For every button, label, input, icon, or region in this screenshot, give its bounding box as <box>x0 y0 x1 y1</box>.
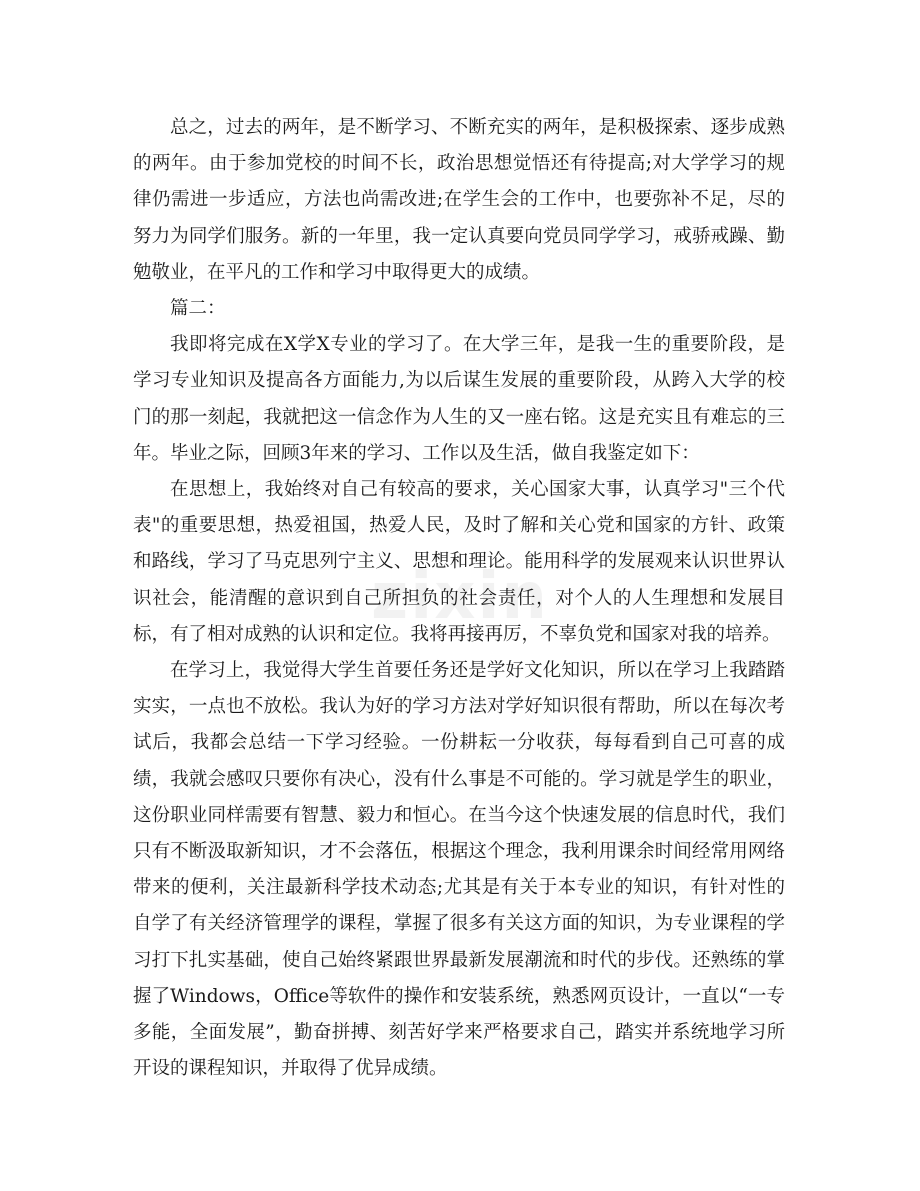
document-body <box>133 110 785 1087</box>
paragraph-study: 在学习上，我觉得大学生首要任务还是学好文化知识，所以在学习上我踏踏实实，一点也不放松。我认为好的学习方法对学好知识很有帮助，所以在每次考试后，我都会总结一下学习经验。一份耕耘一分收获，每每看到自己可喜的成绩，我就会感叹只要你有决心，没有什么事是不可能的。学习就是学生的职业，这份职业同样需要有智慧、毅力和恒心。在当今这个快速发展的信息时代，我们只有不断汲取新知识，才不会落伍，根据这个理念，我利用课余时间经常用网络带来的便利，关注最新科学技术动态;尤其是有关于本专业的知识，有针对性的自学了有关经济管理学的课程，掌握了很多有关这方面的知识，为专业课程的学习打下扎实基础，使自己始终紧跟世界最新发展潮流和时代的步伐。还熟练的掌握了Windows，Office等软件的操作和安装系统，熟悉网页设计，一直以“一专多能，全面发展”，勤奋拼搏、刻苦好学来严格要求自己，踏实并系统地学习所开设的课程知识，并取得了优异成绩。 <box>133 660 785 1080</box>
paragraph-summary: 总之，过去的两年，是不断学习、不断充实的两年，是积极探索、逐步成熟的两年。由于参加党校的时间不长，政治思想觉悟还有待提高;对大学学习的规律仍需进一步适应，方法也尚需改进;在学生会的工作中，也要弥补不足，尽的努力为同学们服务。新的一年里，我一定认真要向党员同学学习，戒骄戒躁、勤勉敬业，在平凡的工作和学习中取得更大的成绩。 <box>133 117 785 283</box>
paragraph-intro: 我即将完成在X学X专业的学习了。在大学三年，是我一生的重要阶段，是学习专业知识及提高各方面能力,为以后谋生发展的重要阶段，从跨入大学的校门的那一刻起，我就把这一信念作为人生的又一座右铭。这是充实且有难忘的三年。毕业之际，回顾3年来的学习、工作以及生活，做自我鉴定如下： <box>133 334 785 464</box>
watermark: zixin <box>371 560 549 634</box>
paragraph-ideology: 在思想上，我始终对自己有较高的要求，关心国家大事，认真学习"三个代表"的重要思想，热爱祖国，热爱人民，及时了解和关心党和国家的方针、政策和路线，学习了马克思列宁主义、思想和理论。能用科学的发展观来认识世界认识社会，能清醒的意识到自己所担负的社会责任，对个人的人生理想和发展目标，有了相对成熟的认识和定位。我将再接再厉，不辜负党和国家对我的培养。 <box>133 479 785 645</box>
section-heading: 篇二： <box>170 298 226 320</box>
